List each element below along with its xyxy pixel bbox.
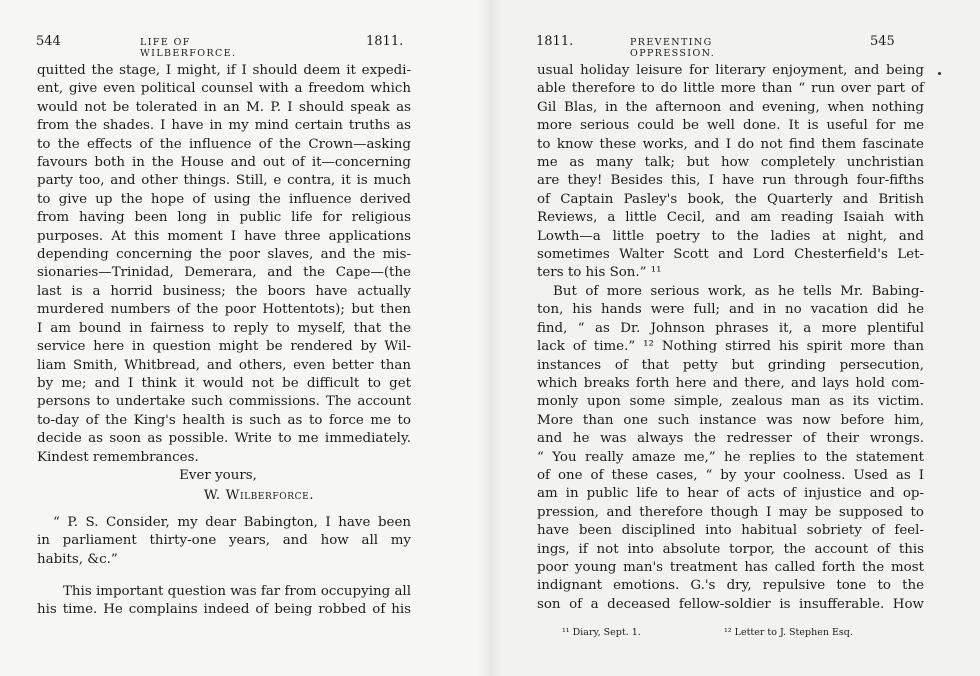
text-line: to-day of the King's health is such as to force me to xyxy=(37,412,411,428)
text-line: Kindest remembrances. xyxy=(37,449,199,465)
text-line: decide as soon as possible. Write to me immediately. xyxy=(37,431,411,447)
text-line: quitted the stage, I might, if I should deem it expedi- xyxy=(37,63,411,78)
ink-speck xyxy=(938,72,941,75)
left-text-column xyxy=(37,62,411,620)
text-line: But of more serious work, as he tells Mr. Babing- xyxy=(553,283,924,299)
text-line: ton, his hands were full; and in no vacation did he xyxy=(537,302,924,318)
left-running-year: 1811. xyxy=(366,34,404,49)
text-line: last is a horrid business; the boors have actually xyxy=(37,283,411,299)
book-gutter xyxy=(478,0,502,676)
paragraph-line: his time. He complains indeed of being robbed of his xyxy=(37,602,411,618)
text-line: have been disciplined into habitual sobriety of feel- xyxy=(537,523,924,539)
left-running-title: LIFE OF WILBERFORCE. xyxy=(140,37,237,59)
text-line: which breaks forth here and there, and lays hold com- xyxy=(537,375,924,391)
right-text-column xyxy=(537,62,924,614)
text-line: I am bound in fairness to reply to myself, that the xyxy=(37,320,411,336)
right-running-title: PREVENTING OPPRESSION. xyxy=(630,37,716,59)
text-line: of Captain Pasley's book, the Quarterly and British xyxy=(537,191,924,207)
text-line: service here in question might be rendered by Wil- xyxy=(37,339,411,355)
left-page-number: 544 xyxy=(36,34,61,49)
text-line: “ You really amaze me,” he replies to the statement xyxy=(537,449,924,465)
right-page-number: 545 xyxy=(870,34,895,49)
text-line: am in public life to hear of acts of injustice and op- xyxy=(537,486,924,502)
footnote-11: ¹¹ Diary, Sept. 1. xyxy=(562,627,641,638)
right-page xyxy=(490,0,980,676)
text-line: Lowth—a little poetry to the ladies at night, and xyxy=(537,228,924,244)
text-line: murdered numbers of the poor Hottentots); but then xyxy=(37,302,411,318)
text-line: son of a deceased fellow-soldier is insufferable. How xyxy=(537,596,924,612)
text-line: purposes. At this moment I have three applications xyxy=(37,228,411,244)
text-line: able therefore to do little more than “ run over part of xyxy=(537,81,924,97)
text-line: ings, if not into absolute torpor, the account of this xyxy=(537,541,924,557)
text-line: to the effects of the influence of the Crown—asking xyxy=(37,136,411,152)
text-line: liam Smith, Whitbread, and others, even better than xyxy=(37,357,411,373)
letter-signature: W. Wilberforce. xyxy=(203,488,315,504)
text-line: lack of time.” ¹² Nothing stirred his spirit more than xyxy=(537,339,924,355)
postscript-line: “ P. S. Consider, my dear Babington, I have been xyxy=(53,514,411,530)
text-line: indignant emotions. G.'s dry, repulsive tone to the xyxy=(537,578,924,594)
postscript-line: habits, &c.” xyxy=(37,551,118,567)
text-line: to know these works, and I do not find them fascinate xyxy=(537,136,924,152)
text-line: by me; and I think it would not be difficult to get xyxy=(37,375,411,391)
text-line: me as many talk; but how completely unchristian xyxy=(537,155,924,171)
text-line: persons to undertake such commissions. The account xyxy=(37,394,411,410)
text-line: from the shades. I have in my mind certain truths as xyxy=(37,118,411,134)
text-line: find, “ as Dr. Johnson phrases it, a more plentiful xyxy=(537,320,924,336)
text-line: ters to his Son.” ¹¹ xyxy=(537,265,662,281)
text-line: and he was always the redresser of their wrongs. xyxy=(537,431,924,447)
text-line: Gil Blas, in the afternoon and evening, when nothing xyxy=(537,99,924,115)
right-running-year: 1811. xyxy=(536,34,574,49)
text-line: from having been long in public life for religious xyxy=(37,210,411,226)
text-line: to give up the hope of using the influence derived xyxy=(37,191,411,207)
text-line: favours both in the House and out of it—concerning xyxy=(37,155,411,171)
text-line: are they! Besides this, I have run through four-fifths xyxy=(537,173,924,189)
postscript-line: in parliament thirty-one years, and how all my xyxy=(37,533,411,549)
text-line: poor young man's treatment has called forth the most xyxy=(537,559,924,575)
text-line: More than one such instance was now before him, xyxy=(537,412,924,428)
text-line: party too, and other things. Still, e contra, it is much xyxy=(37,173,411,189)
text-line: of one of these cases, “ by your coolness. Used as I xyxy=(537,467,924,483)
text-line: usual holiday leisure for literary enjoyment, and being xyxy=(537,63,924,78)
text-line: depending concerning the poor slaves, and the mis- xyxy=(37,247,411,263)
text-line: sometimes Walter Scott and Lord Chesterfield's Let- xyxy=(537,247,924,263)
paragraph-line: This important question was far from occupying all xyxy=(63,583,411,599)
spacer xyxy=(37,569,411,583)
text-line: would not be tolerated in an M. P. I should speak as xyxy=(37,99,411,115)
text-line: instances of that petty but grinding persecution, xyxy=(537,357,924,373)
footnote-12: ¹² Letter to J. Stephen Esq. xyxy=(724,627,853,638)
spacer xyxy=(37,506,411,514)
text-line: pression, and therefore though I may be supposed to xyxy=(537,504,924,520)
text-line: sionaries—Trinidad, Demerara, and the Cape—(the xyxy=(37,265,411,281)
text-line: Reviews, a little Cecil, and am reading Isaiah with xyxy=(537,210,924,226)
text-line: monly upon some simple, zealous man as its victim. xyxy=(537,394,924,410)
text-line: ent, give even political counsel with a freedom which xyxy=(37,81,411,97)
letter-closing: Ever yours, xyxy=(179,467,257,483)
text-line: more serious could be well done. It is useful for me xyxy=(537,118,924,134)
